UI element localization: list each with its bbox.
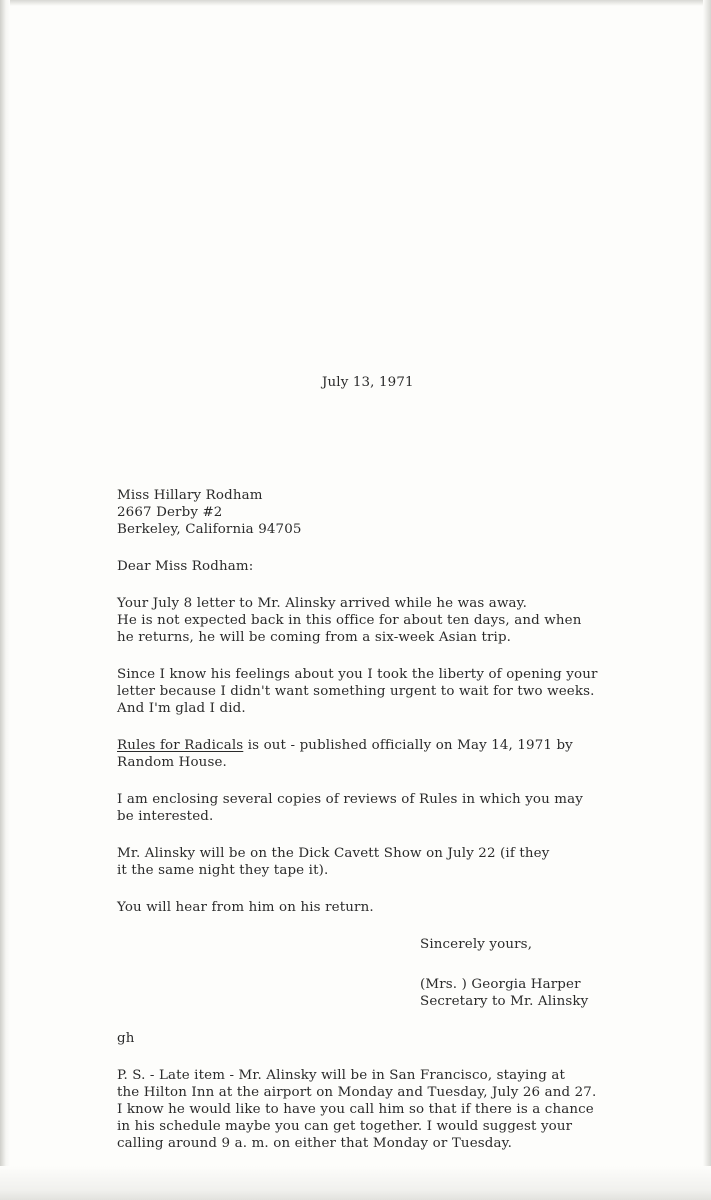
letter-date: July 13, 1971 (322, 375, 414, 390)
paragraph-line: He is not expected back in this office for about ten days, and when (117, 613, 582, 628)
paragraph-line: Mr. Alinsky will be on the Dick Cavett Show on July 22 (if they (117, 846, 550, 861)
paragraph-line: I am enclosing several copies of reviews of Rules in which you may (117, 792, 584, 807)
recipient-city: Berkeley, California 94705 (117, 522, 302, 537)
paragraph-line: Random House. (117, 755, 227, 770)
page-edge-shadow (0, 0, 10, 1200)
paragraph-line: be interested. (117, 809, 214, 824)
recipient-street: 2667 Derby #2 (117, 505, 223, 520)
recipient-name: Miss Hillary Rodham (117, 488, 263, 503)
salutation: Dear Miss Rodham: (117, 559, 254, 574)
page-edge-shadow (0, 0, 711, 6)
paragraph-line-rest: is out - published officially on May 14, 1971 by (243, 738, 573, 753)
postscript-line: calling around 9 a. m. on either that Monday or Tuesday. (117, 1136, 512, 1151)
paragraph-line: it the same night they tape it). (117, 863, 329, 878)
signature-title: Secretary to Mr. Alinsky (420, 994, 589, 1009)
typist-initials: gh (117, 1031, 135, 1046)
closing: Sincerely yours, (420, 937, 533, 952)
signature-name: (Mrs. ) Georgia Harper (420, 977, 581, 992)
page-edge-shadow (0, 1166, 711, 1200)
paragraph-line (117, 738, 573, 754)
postscript-line: I know he would like to have you call him so that if there is a chance (117, 1102, 594, 1117)
paragraph-line: letter because I didn't want something urgent to wait for two weeks. (117, 684, 595, 699)
paragraph-line: You will hear from him on his return. (117, 900, 374, 915)
paragraph-line: And I'm glad I did. (117, 701, 246, 716)
paragraph-line: he returns, he will be coming from a six-week Asian trip. (117, 630, 512, 645)
paragraph-line: Since I know his feelings about you I took the liberty of opening your (117, 667, 598, 682)
postscript-line: the Hilton Inn at the airport on Monday and Tuesday, July 26 and 27. (117, 1085, 597, 1100)
paragraph-line: Your July 8 letter to Mr. Alinsky arrived while he was away. (117, 596, 528, 611)
postscript-line: in his schedule maybe you can get together. I would suggest your (117, 1119, 573, 1134)
book-title: Rules for Radicals (117, 738, 244, 753)
postscript-line: P. S. - Late item - Mr. Alinsky will be in San Francisco, staying at (117, 1068, 566, 1083)
page-edge-shadow (703, 0, 711, 1200)
